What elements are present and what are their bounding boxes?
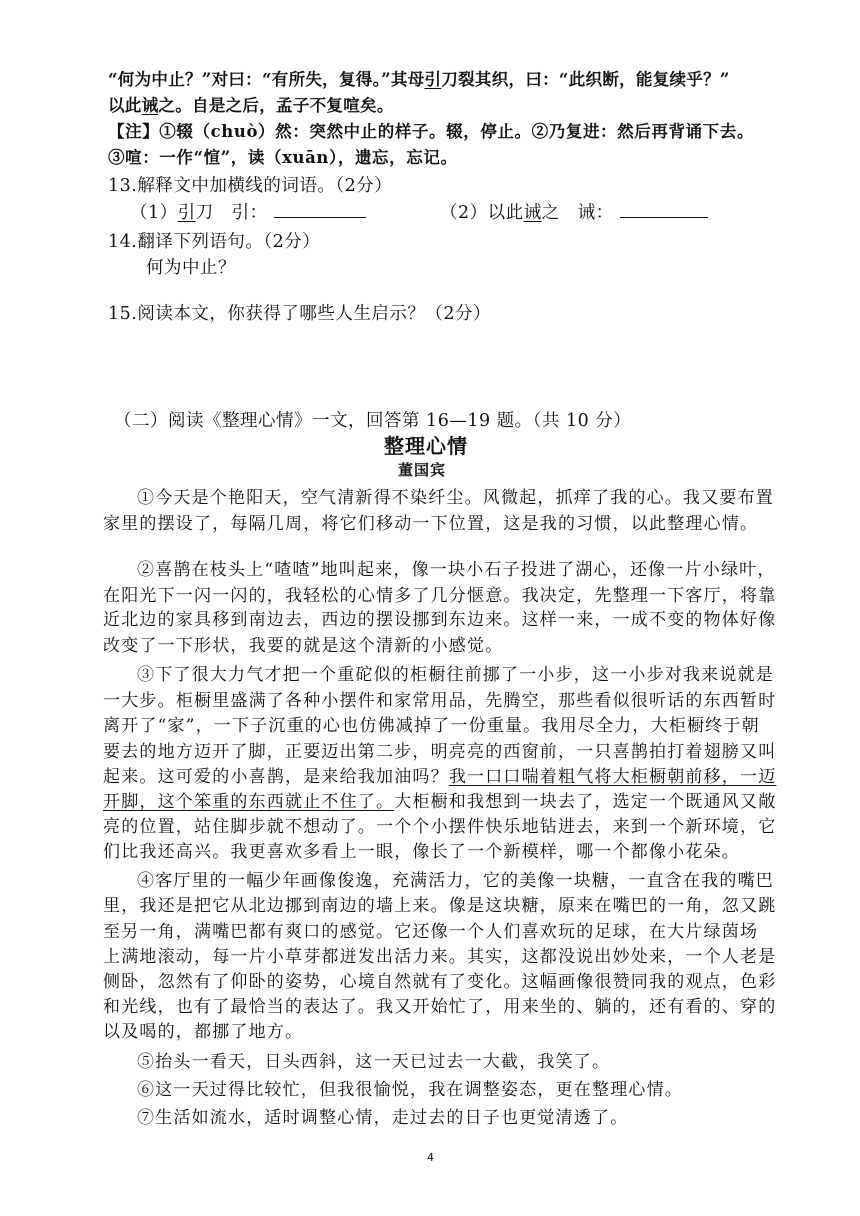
notes-line-1: 【注】①辍（chuò）然：突然中止的样子。辍，停止。②乃复进：然后再背诵下去。 (108, 122, 754, 141)
underlined-word-jie: 诫 (141, 96, 159, 115)
underlined-word-yin: 引 (424, 70, 442, 89)
page-number: 4 (427, 1151, 434, 1164)
article-line-9: 离开了“家”，一下子沉重的心也仿佛减掉了一份重量。我用尽全力，大柜橱终于朝 (103, 716, 760, 736)
article-line-3: ②喜鹊在枝头上“喳喳”地叫起来，像一块小石子投进了湖心，还像一片小绿叶， (137, 560, 776, 580)
article-line-23: ⑥这一天过得比较忙，但我很愉悦，我在调整姿态，更在整理心情。 (137, 1080, 683, 1100)
question-13-item-1: （1）引刀 引： (130, 199, 366, 224)
question-14: 14.翻译下列语句。（2分） (108, 232, 321, 252)
article-line-17: 至另一角，满嘴巴都有爽口的感觉。它还像一个人们喜欢玩的足球，在大片绿茵场 (103, 922, 759, 942)
article-line-19: 侧卧，忽然有了仰卧的姿势，心境自然就有了变化。这幅画像很赞同我的观点，色彩 (103, 972, 777, 992)
article-line-15: ④客厅里的一幅少年画像俊逸，充满活力，它的美像一块糖，一直含在我的嘴巴 (137, 871, 774, 891)
answer-blank-2[interactable] (620, 201, 708, 218)
article-line-21: 以及喝的，都挪了地方。 (103, 1022, 304, 1042)
section-2-heading: （二）阅读《整理心情》一文，回答第 16—19 题。（共 10 分） (114, 411, 632, 431)
article-line-1: ①今天是个艳阳天，空气清新得不染纤尘。风微起，抓痒了我的心。我又要布置 (137, 488, 774, 508)
question-15: 15.阅读本文，你获得了哪些人生启示？（2分） (108, 304, 491, 324)
question-13-item-2: （2）以此诫之 诫： (440, 199, 708, 224)
notes-line-2: ③喧：一作“愃”，读（xuān），遗忘，忘记。 (108, 148, 458, 167)
article-line-20: 和光线，也有了最恰当的表达了。我又开始忙了，用来坐的、躺的，还有看的、穿的 (103, 997, 777, 1017)
article-line-4: 在阳光下一闪一闪的，我轻松的心情多了几分惬意。我决定，先整理一下客厅，将靠 (103, 586, 777, 606)
classical-text-line-1: “何为中止？”对曰：“有所失，复得。”其母引刀裂其织，曰：“此织断，能复续乎？” (108, 70, 730, 89)
question-13: 13.解释文中加横线的词语。（2分） (108, 176, 393, 196)
article-title: 整理心情 (384, 434, 468, 458)
article-line-2: 家里的摆设了，每隔几周，将它们移动一下位置，这是我的习惯，以此整理心情。 (103, 514, 759, 534)
article-line-16: 里，我还是把它从北边挪到南边的墙上来。像是这块糖，原来在嘴巴的一角，忽又跳 (103, 896, 777, 916)
question-14-sentence: 何为中止？ (146, 258, 236, 278)
underlined-sentence: 我一口口喘着粗气将大柜橱朝前移，一迈 (448, 767, 777, 787)
article-author: 董国宾 (398, 461, 447, 479)
underlined-sentence-cont: 开脚，这个笨重的东西就止不住了。 (103, 792, 395, 812)
article-line-24: ⑦生活如流水，适时调整心情，走过去的日子也更觉清透了。 (137, 1108, 629, 1128)
classical-text-line-2: 以此诫之。自是之后，孟子不复喧矣。 (108, 96, 394, 115)
article-line-5: 近北边的家具移到南边去，西边的摆设挪到东边来。这样一来，一成不变的物体好像 (103, 610, 777, 630)
article-line-14: 们比我还高兴。我更喜欢多看上一眼，像长了一个新模样，哪一个都像小花朵。 (103, 842, 740, 862)
article-line-22: ⑤抬头一看天，日头西斜，这一天已过去一大截，我笑了。 (137, 1052, 611, 1072)
article-line-8: 一大步。柜橱里盛满了各种小摆件和家常用品，先腾空，那些看似很听话的东西暂时 (103, 691, 777, 711)
article-line-7: ③下了很大力气才把一个重砣似的柜橱往前挪了一小步，这一小步对我来说就是 (137, 665, 774, 685)
article-line-18: 上满地滚动，每一片小草芽都迸发出活力来。其实，这都没说出妙处来，一个人老是 (103, 947, 777, 967)
article-line-10: 要去的地方迈开了脚，正要迈出第二步，明亮亮的西窗前，一只喜鹊拍打着翅膀又叫 (103, 742, 777, 762)
article-line-12: 开脚，这个笨重的东西就止不住了。大柜橱和我想到一块去了，选定一个既通风又敞 (103, 792, 777, 812)
article-line-13: 亮的位置，站住脚步就不想动了。一个个小摆件快乐地钻进去，来到一个新环境，它 (103, 817, 777, 837)
answer-blank-1[interactable] (274, 201, 366, 218)
article-line-11: 起来。这可爱的小喜鹊，是来给我加油吗？我一口口喘着粗气将大柜橱朝前移，一迈 (103, 767, 777, 787)
article-line-6: 改变了一下形状，我要的就是这个清新的小感觉。 (103, 636, 504, 656)
